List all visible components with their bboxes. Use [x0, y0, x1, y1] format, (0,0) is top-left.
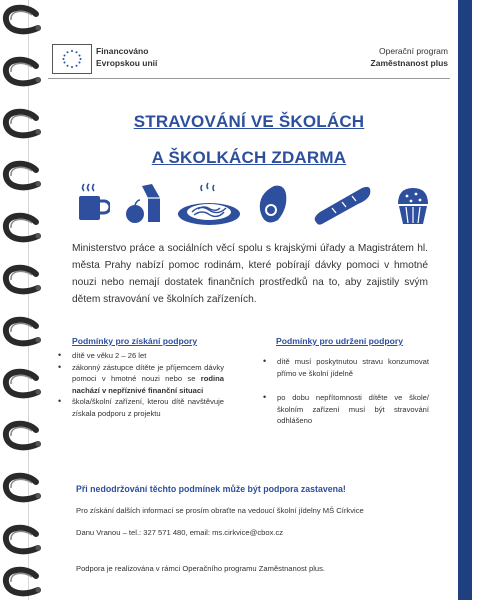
binding-ring	[2, 368, 42, 402]
list-item-text: dítě musí poskytnutou stravu konzumovat přímo ve školní jídelně	[277, 357, 429, 378]
apple-milk-icon	[124, 182, 164, 228]
contact-text: Danu Vranou – tel.: 327 571 480, email: ms.cirkvice@cbox.cz	[76, 528, 284, 537]
list-item	[72, 362, 224, 397]
avocado-icon	[254, 182, 290, 228]
eu-line-2: Evropskou unií	[96, 58, 158, 68]
binding-ring	[2, 108, 42, 142]
list-item	[277, 392, 429, 427]
binding-ring	[2, 420, 42, 454]
binding-ring	[2, 56, 42, 90]
pasta-plate-icon	[176, 182, 242, 228]
info-text: Pro získání dalších informací se prosím obraťte na vedoucí školní jídelny MŠ Církvice	[76, 506, 364, 515]
binding-ring	[2, 160, 42, 194]
conditions-get-heading: Podmínky pro získání podpory	[72, 336, 198, 346]
conditions-get-list	[72, 350, 224, 420]
list-item-text: dítě ve věku 2 – 26 let	[72, 351, 147, 360]
op-line-1: Operační program	[379, 46, 448, 56]
eu-flag-icon	[52, 44, 92, 74]
muffin-icon	[394, 182, 432, 228]
eu-funding-label	[96, 45, 157, 69]
conditions-keep-heading: Podmínky pro udržení podpory	[276, 336, 404, 346]
hot-drink-icon	[76, 182, 110, 228]
list-item-text: škola/školní zařízení, kterou dítě navštěvuje získala podporu z projektu	[72, 397, 224, 418]
binding-ring	[2, 472, 42, 506]
conditions-keep-list	[277, 356, 429, 440]
side-bar	[458, 0, 472, 600]
list-item-text: zákonný zástupce dítěte je příjemcem dávky pomoci v hmotné nouzi nebo se	[72, 362, 224, 384]
binding-ring	[2, 316, 42, 350]
binding-ring	[2, 4, 42, 38]
list-item	[277, 356, 429, 379]
eu-line-1: Financováno	[96, 46, 149, 56]
binding-ring	[2, 566, 42, 600]
page-title-line-1: STRAVOVÁNÍ VE ŠKOLÁCH	[133, 112, 365, 131]
list-item	[72, 350, 224, 362]
binding-ring	[2, 264, 42, 298]
food-icons-row	[76, 182, 446, 228]
baguette-icon	[312, 182, 374, 228]
intro-paragraph: Ministerstvo práce a sociálních věcí spolu s krajskými úřady a Magistrátem hl. města Prahy nabízí pomoc rodinám, které pobírají dávky pomoci v hmotné nouzi nebo nemají dostatek finančních prostředků na to, aby zajistily svým dětem stravování ve školních zařízeních.	[72, 243, 428, 305]
op-line-2: Zaměstnanost plus	[370, 58, 448, 68]
binding-ring	[2, 524, 42, 558]
list-item	[72, 396, 224, 419]
list-item-emphasis: rodina nachází v nepříznivé finanční situaci	[72, 374, 224, 395]
binding-ring	[2, 212, 42, 246]
program-label	[371, 45, 448, 69]
footer-text: Podpora je realizována v rámci Operačního programu Zaměstnanost plus.	[76, 564, 326, 573]
list-item-text: po dobu nepřítomnosti dítěte ve škole/školním zařízení musí být stravování odhlášeno	[277, 393, 429, 426]
warning-text: Při nedodržování těchto podmínek může být podpora zastavena!	[76, 484, 346, 494]
header-divider	[48, 78, 450, 79]
page-title-line-2: A ŠKOLKÁCH ZDARMA	[151, 148, 347, 167]
